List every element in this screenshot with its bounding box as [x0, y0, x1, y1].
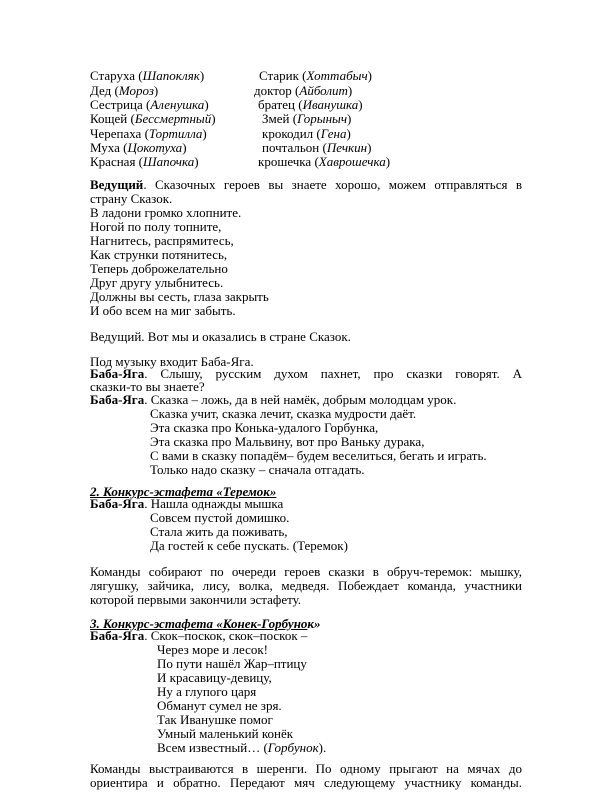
pair-left-5: Муха (Цокотуха) — [90, 140, 187, 155]
baba-speaker: Баба-Яга — [90, 628, 145, 643]
contest-3-desc-2: ориентира и обратно. Передают мяч следующему участнику команды. — [90, 775, 522, 790]
riddle-line: Умный маленький конёк — [157, 726, 294, 741]
riddle-line: Обманут сумел не зря. — [157, 698, 282, 713]
baba-speaker: Баба-Яга — [90, 366, 145, 381]
pair-left-6: Красная (Шапочка) — [90, 154, 199, 169]
pair-right-0: Старик (Хоттабыч) — [259, 68, 372, 83]
riddle-line: Совсем пустой домишко. — [150, 510, 290, 525]
contest-2-desc-1: Команды собирают по очереди героев сказки в обруч-теремок: мышку, — [90, 564, 522, 579]
riddle-line: Стала жить да поживать, — [150, 524, 288, 539]
poem-line: Друг другу улыбнитесь. — [90, 275, 224, 290]
riddle-line: По пути нашёл Жар–птицу — [157, 656, 307, 671]
poem-line: И обо всем на миг забыть. — [90, 303, 236, 318]
riddle-line: Да гостей к себе пускать. (Теремок) — [150, 538, 348, 553]
riddle-line: Ну а глупого царя — [157, 684, 257, 699]
baba-intro-line-1: Баба-Яга. Слышу, русским духом пахнет, про сказки говорят. А — [90, 366, 522, 381]
baba-speaker: Баба-Яга — [90, 392, 145, 407]
verse-line: С вами в сказку попадём– будем веселиться, бегать и играть. — [150, 448, 487, 463]
pair-left-3: Кощей (Бессмертный) — [90, 111, 216, 126]
verse-line: Эта сказка про Конька-удалого Горбунка, — [150, 420, 379, 435]
poem-line: Нагнитесь, распрямитесь, — [90, 233, 234, 248]
pair-left-1: Дед (Мороз) — [90, 83, 159, 98]
pair-right-3: Змей (Горыныч) — [262, 111, 352, 126]
pair-right-5: почтальон (Печкин) — [262, 140, 372, 155]
riddle-line: И красавицу-девицу, — [157, 670, 272, 685]
contest-2-desc-2: лягушку, зайчика, лису, волка, медведя. Побеждает команда, участники — [90, 578, 522, 593]
poem-line: Теперь доброжелательно — [90, 261, 228, 276]
verse-line: Сказка учит, сказка лечит, сказка мудрости даёт. — [150, 406, 417, 421]
pair-left-4: Черепаха (Тортилла) — [90, 126, 207, 141]
host-line-2: страну Сказок. — [90, 191, 173, 206]
pair-left-0: Старуха (Шапокляк) — [90, 68, 205, 83]
pair-right-4: крокодил (Гена) — [262, 126, 351, 141]
poem-line: Должны вы сесть, глаза закрыть — [90, 289, 269, 304]
poem-line: Ногой по полу топните, — [90, 219, 222, 234]
contest-3-desc-1: Команды выстраиваются в шеренги. По одному прыгают на мячах до — [90, 761, 522, 776]
baba-intro-line-2: сказки-то вы знаете? — [90, 379, 205, 394]
host-after: Ведущий. Вот мы и оказались в стране Сказок. — [90, 329, 351, 344]
contest-3-title: 3. Конкурс-эстафета «Конек-Горбунок» — [90, 616, 321, 631]
riddle-line: Через море и лесок! — [157, 642, 268, 657]
verse-line: Только надо сказку – сначала отгадать. — [150, 462, 365, 477]
poem-line: Как струнки потянитесь, — [90, 247, 228, 262]
contest-2-riddle-first: Баба-Яга. Нашла однажды мышка — [90, 496, 284, 511]
pair-right-2: братец (Иванушка) — [258, 97, 363, 112]
verse-line: Эта сказка про Мальвину, вот про Ваньку дурака, — [150, 434, 425, 449]
stage-direction: Под музыку входит Баба-Яга. — [90, 354, 254, 369]
riddle-answer-line: Всем известный… (Горбунок). — [157, 740, 327, 755]
pair-left-2: Сестрица (Аленушка) — [90, 97, 209, 112]
pair-right-1: доктор (Айболит) — [254, 83, 353, 98]
baba-speaker: Баба-Яга — [90, 496, 145, 511]
contest-2-desc-3: которой первыми закончили эстафету. — [90, 592, 302, 607]
host-speaker: Ведущий — [90, 177, 144, 192]
host-line-1: Ведущий. Сказочных героев вы знаете хорошо, можем отправляться в — [90, 177, 522, 192]
poem-line: В ладони громко хлопните. — [90, 205, 242, 220]
contest-2-title: 2. Конкурс-эстафета «Теремок» — [90, 484, 277, 499]
contest-3-riddle-first: Баба-Яга. Скок–поскок, скок–поскок – — [90, 628, 308, 643]
riddle-line: Так Иванушке помог — [157, 712, 273, 727]
baba-fairy-first: Баба-Яга. Сказка – ложь, да в ней намёк, добрым молодцам урок. — [90, 392, 457, 407]
pair-right-6: крошечка (Хаврошечка) — [258, 154, 391, 169]
